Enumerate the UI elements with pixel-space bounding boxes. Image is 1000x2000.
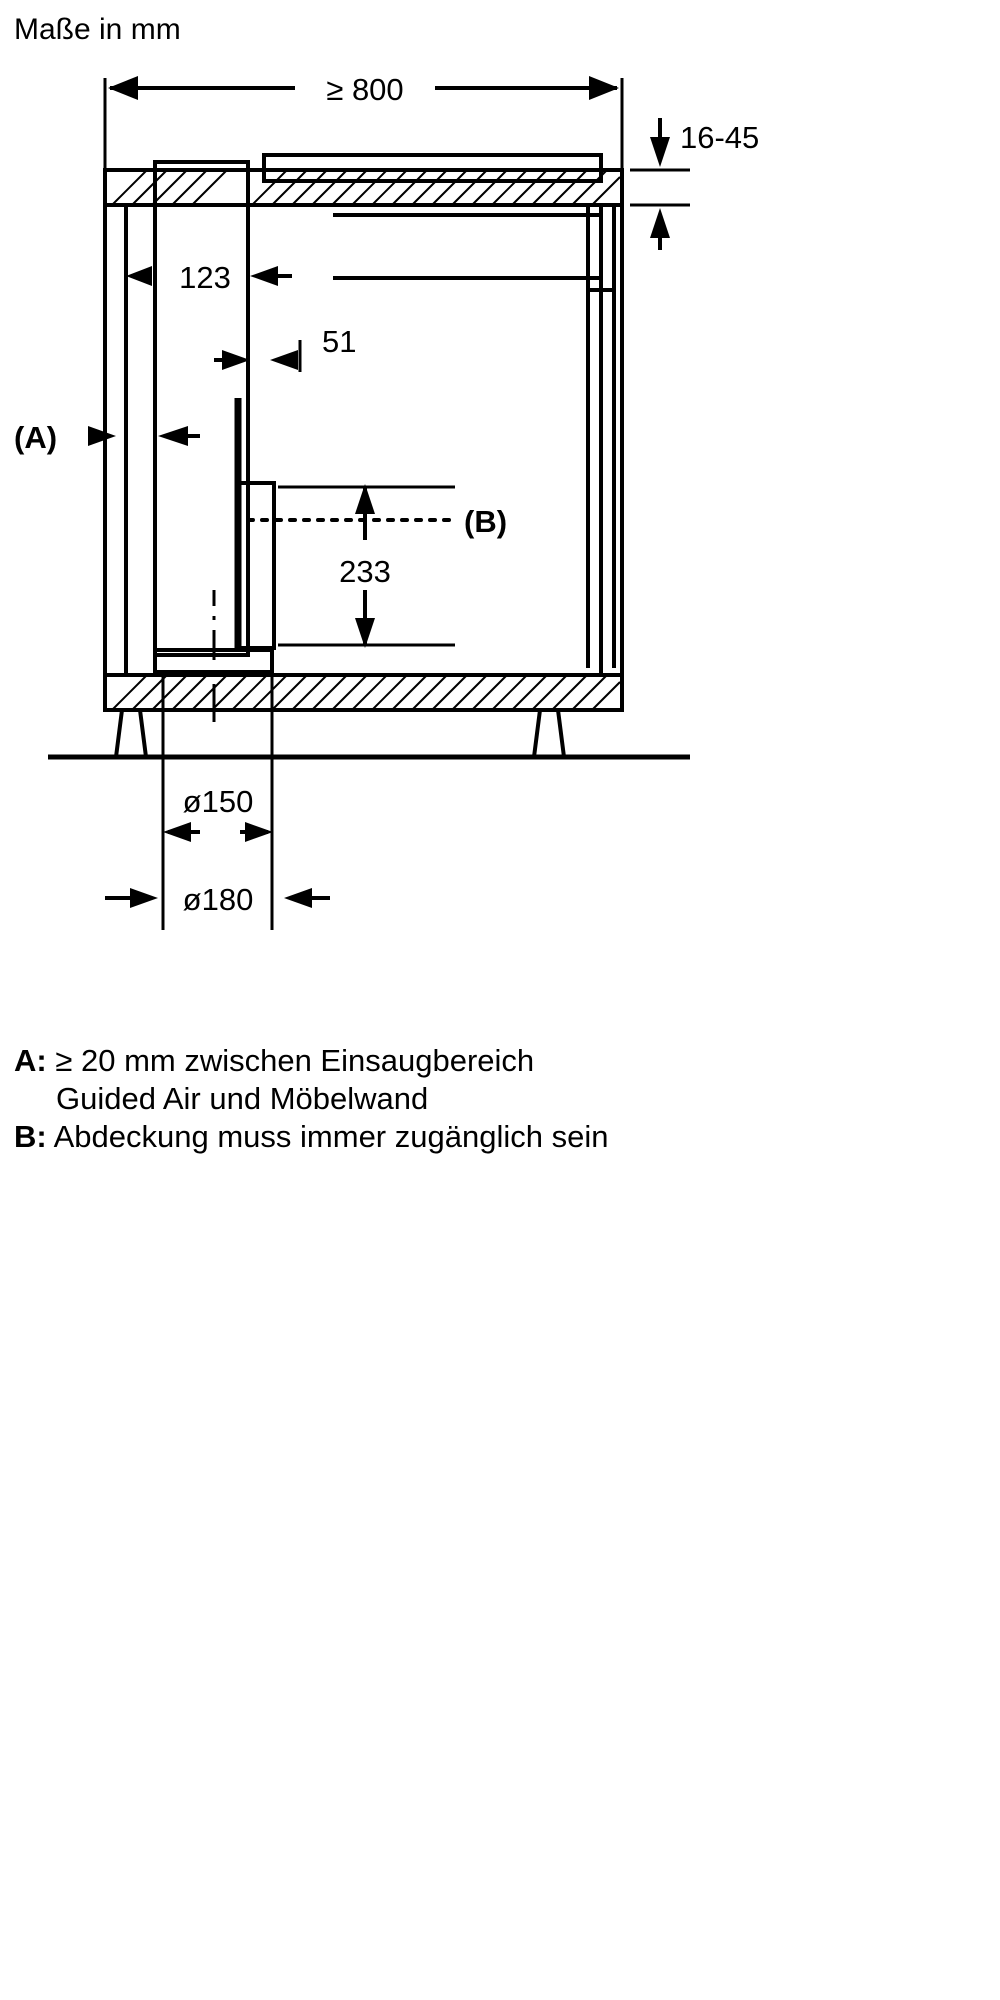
callout-b	[248, 504, 507, 539]
cabinet-outline	[48, 170, 690, 757]
dim-label-d180: ø180	[182, 882, 254, 917]
legend-row-a2	[14, 1080, 974, 1118]
dim-width-top	[105, 72, 622, 175]
dim-thickness-top	[630, 118, 759, 250]
callout-b-label: (B)	[464, 504, 508, 539]
legend-row-a	[14, 1042, 974, 1080]
legend-text-a: ≥ 20 mm zwischen Einsaugbereich	[55, 1043, 535, 1078]
dim-label-123: 123	[179, 260, 231, 295]
dim-d180	[105, 882, 330, 917]
dim-123	[126, 260, 292, 295]
legend	[14, 1042, 974, 1156]
legend-text-a-line2: Guided Air und Möbelwand	[56, 1081, 429, 1116]
dim-d150	[163, 784, 273, 842]
dim-label-width-top: ≥ 800	[326, 72, 404, 107]
dim-label-51: 51	[322, 324, 357, 359]
legend-row-b	[14, 1118, 974, 1156]
dim-233	[278, 484, 455, 648]
legend-key-a: A:	[14, 1043, 47, 1078]
callout-a-label: (A)	[14, 420, 58, 455]
appliance-body	[264, 155, 614, 668]
dim-label-thickness-top: 16-45	[680, 120, 760, 155]
legend-key-b: B:	[14, 1119, 47, 1154]
dim-51	[214, 324, 356, 372]
dim-label-d150: ø150	[182, 784, 254, 819]
page-title: Maße in mm	[14, 13, 181, 46]
dim-label-233: 233	[339, 554, 391, 589]
legend-text-b: Abdeckung muss immer zugänglich sein	[53, 1119, 609, 1154]
